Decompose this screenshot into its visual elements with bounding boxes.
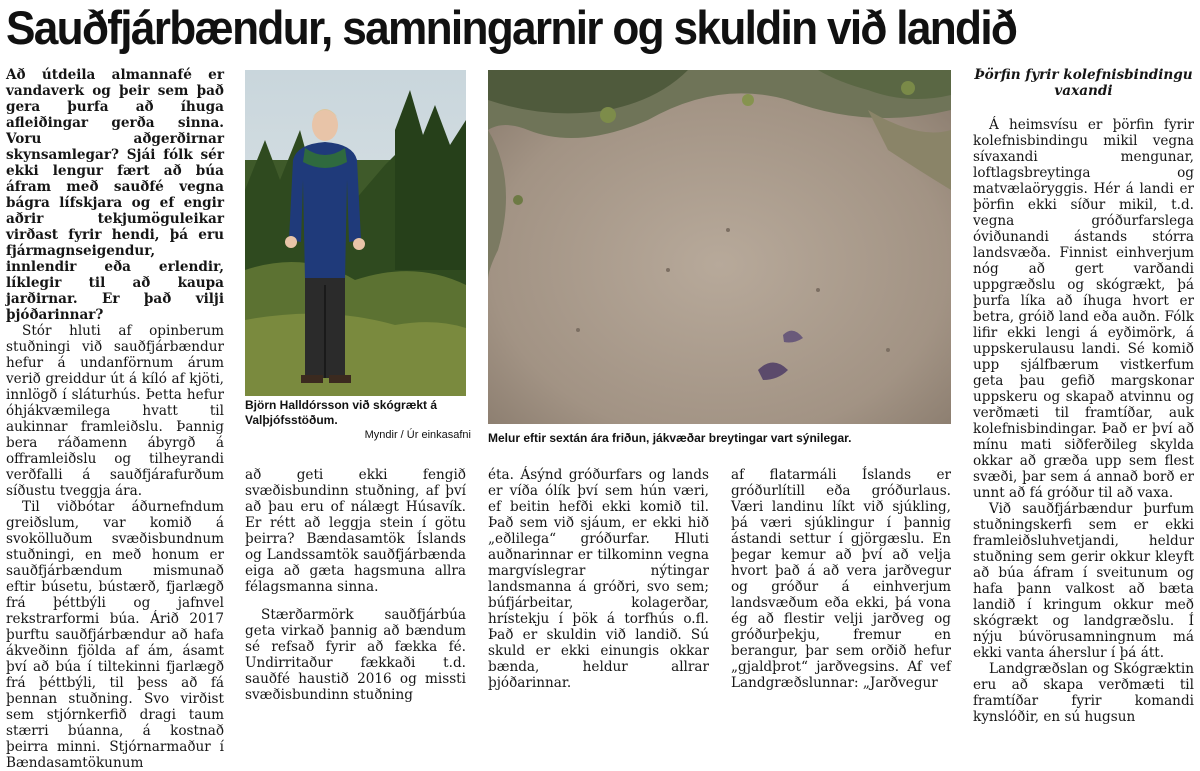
column-5 [973,67,1194,725]
landscape-image [488,70,951,424]
portrait-image [245,70,466,396]
caption-text: Björn Halldórsson við skógrækt á Valþjófsstöðum. [245,398,438,427]
body-paragraph: Landgræðslan og Skógræktin eru að skapa verðmæti til framtíðar fyrir komandi kynslóðir, en sú hugsun [973,661,1194,725]
photo-bjorn [245,70,466,396]
body-paragraph: éta. Ásýnd gróðurfars og lands er víða ólík því sem hún væri, ef beitin hefði ekki komið til. Það sem við sjáum, er ekki hið „eðlilega“ gróðurfar. Hluti auðnarinnar er tilkominn vegna margvíslegrar nýtingar landsmanna á gróðri, svo sem; búfjárbeitar, kolagerðar, hrístekju í þök á torfhús o.fl. Það er skuldin við landið. Sú skuld er ekki einungis okkar bænda, heldur allrar þjóðarinnar. [488,467,709,691]
column-1 [6,67,224,771]
body-paragraph: af flatarmáli Íslands er gróðurlítill eða gróðurlaus. Væri landinu líkt við sjúkling, þá væri sjúklingur í þannig ástandi settur í gjörgæslu. En þegar kemur að því að velja hvort það á að vera jarðvegur og gróður á einhverjum landsvæðum eða ekki, þá vona ég að flestir velji jarðveg og gróðurþekju, fremur en berangur, þar sem orðið hefur „gjaldþrot“ jarðvegsins. Af vef Landgræðslunnar: „Jarðvegur [731,467,951,691]
caption-photo-1 [245,398,471,441]
photo-credit: Myndir / Úr einkasafni [364,429,471,441]
body-paragraph: að geti ekki fengið svæðisbundinn stuðning, af því að þau eru of nálægt Húsavík. Er rétt að leggja stein í götu þeirra? Bændasamtök Íslands og Landssamtök sauðfjárbænda eiga að gæta hagsmuna allra félagsmanna sinna. [245,467,466,595]
subheading: Þörfin fyrir kolefnisbindingu vaxandi [974,67,1193,99]
column-3 [488,467,709,691]
body-paragraph: Stærðarmörk sauðfjárbúa geta virkað þannig að bændum sé refsað fyrir að fækka fé. Undirritaður fækkaði t.d. sauðfé haustið 2016 og missti svæðisbundinn stuðning [245,607,466,703]
body-paragraph: Á heimsvísu er þörfin fyrir kolefnisbindingu mikil vegna sívaxandi mengunar, loftlagsbreytinga og matvælaöryggis. Hér á landi er þörfin ekki síður mikil, t.d. vegna gróðurfarslega óviðunandi ástands stórra landsvæða. Finnist einhverjum nóg að gert varðandi uppgræðslu og skógrækt, þá þurfa líka að íhuga hvort er betra, gróið land eða auðn. Fólk lifir ekki lengi á eyðimörk, á uppskerulausu landi. Sé komið upp sjálfbærum vistkerfum geta þau gefið margskonar uppskeru og skapað atvinnu og verðmæti til framtíðar, auk kolefnisbindingar. Það er því að mínu mati siðferðileg skylda okkar að græða upp sem flest svæði, þar sem á annað borð er unnt að fá gróður til að vaxa. [973,117,1194,501]
column-4 [731,467,951,691]
photo-melur [488,70,951,424]
lead-paragraph: Að útdeila almannafé er vandaverk og þeir sem það gera þurfa að íhuga afleiðingar gerða sinna. Voru aðgerðirnar skynsamlegar? Sjái fólk sér ekki lengur fært að búa áfram með sauðfé vegna bágra lífskjara og ef engir aðrir tekjumöguleikar virðast fyrir hendi, þá eru fjármagnseigendur, innlendir eða erlendir, líklegir til að kaupa jarðirnar. Er það vilji þjóðarinnar? [6,67,224,323]
column-2 [245,467,466,703]
headline: Sauðfjárbændur, samningarnir og skuldin við landið [6,1,1017,54]
body-paragraph: Stór hluti af opinberum stuðningi við sauðfjárbændur hefur á undanförnum árum verið greiddur út á kíló af kjöti, innlögð í sláturhús. Þetta hefur óhjákvæmilega hvatt til aukinnar framleiðslu. Þannig bera ráðamenn ábyrgð á offramleiðslu og tilheyrandi verðfalli á sauðfjárafurðum síðustu tveggja ára. [6,323,224,499]
body-paragraph: Til viðbótar áðurnefndum greiðslum, var komið á svokölluðum svæðisbundnum stuðningi, en með honum er sauðfjárbændum mismunað eftir búsetu, bústærð, fjarlægð frá þéttbýli og jafnvel rekstrarformi búa. Árið 2017 þurftu sauðfjárbændur að hafa ákveðinn fjölda af ám, ásamt því að búa í tiltekinni fjarlægð frá þéttbýli, til þess að fá þennan stuðning. Svo virðist sem stjórnkerfið dragi taum stærri búanna, á kostnað þeirra minni. Stjórnarmaður í Bændasamtökunum [6,499,224,771]
caption-text: Melur eftir sextán ára friðun, jákvæðar breytingar vart sýnilegar. [488,431,852,445]
body-paragraph: Við sauðfjárbændur þurfum stuðningskerfi sem er ekki framleiðsluhvetjandi, heldur stuðning sem gerir okkur kleyft að búa áfram í sveitunum og hafa þann valkost að bæta landið í kringum okkur með skógrækt og landgræðslu. Í nýju búvörusamningnum má ekki vanta áherslur í þá átt. [973,501,1194,661]
caption-photo-2 [488,431,951,447]
